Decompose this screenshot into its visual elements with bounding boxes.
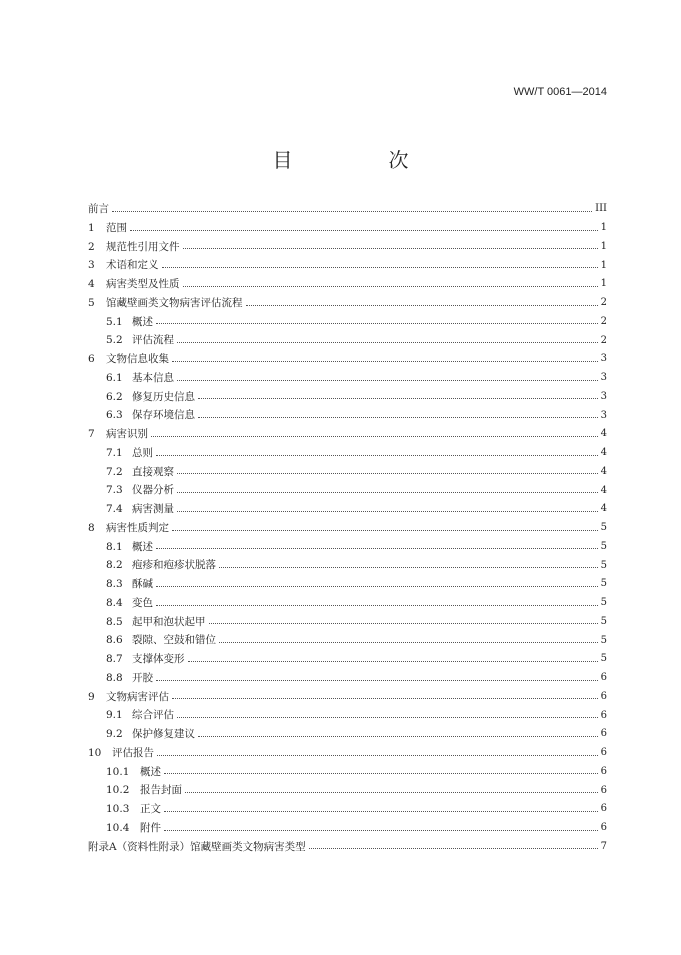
- toc-entry-page: 4: [600, 465, 607, 477]
- toc-entry-label: 综合评估: [132, 709, 174, 722]
- table-of-contents: [88, 200, 607, 856]
- toc-entry-page: 5: [600, 540, 607, 552]
- toc-entry-label: 正文: [140, 803, 161, 816]
- dot-leader: [156, 548, 598, 549]
- toc-subentry[interactable]: [88, 819, 607, 838]
- toc-entry-label: 变色: [132, 596, 153, 609]
- toc-entry-page: 3: [600, 409, 607, 421]
- toc-subentry[interactable]: [88, 500, 607, 519]
- toc-entry-label: 术语和定义: [106, 259, 159, 272]
- toc-entry-page: 1: [600, 222, 607, 234]
- toc-entry-page: 6: [600, 822, 607, 834]
- toc-entry-label: 概述: [132, 315, 153, 328]
- toc-subentry[interactable]: [88, 725, 607, 744]
- toc-entry-page: 2: [600, 334, 607, 346]
- toc-entry-number: 10.2: [106, 784, 130, 797]
- toc-entry-number: 6.2: [106, 390, 123, 403]
- toc-entry-label: 保存环境信息: [132, 409, 195, 422]
- toc-entry-number: 8.3: [106, 578, 123, 591]
- dot-leader: [156, 455, 598, 456]
- toc-entry-page: 1: [600, 278, 607, 290]
- toc-subentry[interactable]: [88, 444, 607, 463]
- dot-leader: [209, 623, 598, 624]
- toc-subentry[interactable]: [88, 388, 607, 407]
- toc-entry-number: 9: [88, 690, 95, 703]
- toc-entry-label: 文物病害评估: [106, 690, 169, 703]
- toc-entry-number: 8.7: [106, 653, 123, 666]
- toc-subentry[interactable]: [88, 800, 607, 819]
- toc-entry-page: 6: [600, 784, 607, 796]
- dot-leader: [164, 811, 598, 812]
- toc-subentry[interactable]: [88, 313, 607, 332]
- dot-leader: [183, 248, 598, 249]
- toc-entry-page: 1: [600, 259, 607, 271]
- toc-entry-label: 文物信息收集: [106, 353, 169, 366]
- dot-leader: [112, 211, 592, 212]
- toc-entry-number: 3: [88, 259, 95, 272]
- dot-leader: [219, 567, 598, 568]
- dot-leader: [172, 698, 598, 699]
- toc-entry-label: 开胶: [132, 671, 153, 684]
- toc-entry-number: 8: [88, 521, 95, 534]
- toc-entry-number: 6.1: [106, 371, 123, 384]
- page-title: 目 次: [272, 148, 447, 172]
- dot-leader: [185, 792, 598, 793]
- toc-entry-label: 总则: [132, 446, 153, 459]
- toc-entry-label: 报告封面: [140, 784, 182, 797]
- toc-entry-page: 6: [600, 803, 607, 815]
- dot-leader: [198, 736, 598, 737]
- dot-leader: [177, 380, 598, 381]
- toc-subentry[interactable]: [88, 706, 607, 725]
- toc-entry-label: 疱疹和疱疹状脱落: [132, 559, 216, 572]
- toc-entry-number: 1: [88, 221, 95, 234]
- dot-leader: [177, 473, 598, 474]
- toc-entry-label: 范围: [106, 221, 127, 234]
- toc-entry-page: 4: [600, 484, 607, 496]
- toc-entry-page: 3: [600, 353, 607, 365]
- toc-subentry[interactable]: [88, 650, 607, 669]
- toc-entry-label: 病害类型及性质: [106, 278, 180, 291]
- dot-leader: [177, 342, 598, 343]
- dot-leader: [157, 755, 598, 756]
- dot-leader: [177, 492, 598, 493]
- toc-entry-number: 5.2: [106, 334, 123, 347]
- toc-entry-number: 8.6: [106, 634, 123, 647]
- toc-entry-number: 2: [88, 240, 95, 253]
- dot-leader: [156, 586, 598, 587]
- dot-leader: [246, 305, 598, 306]
- toc-entry-page: 3: [600, 372, 607, 384]
- toc-entry[interactable]: [88, 219, 607, 238]
- toc-entry[interactable]: [88, 350, 607, 369]
- toc-entry-label: 保护修复建议: [132, 728, 195, 741]
- toc-entry-number: 10: [88, 746, 102, 759]
- toc-entry-page: 6: [600, 728, 607, 740]
- toc-entry-page: 6: [600, 747, 607, 759]
- dot-leader: [164, 773, 598, 774]
- toc-subentry[interactable]: [88, 538, 607, 557]
- toc-entry-number: 8.5: [106, 615, 123, 628]
- toc-entry-label: 评估报告: [112, 746, 154, 759]
- toc-entry-page: 5: [600, 615, 607, 627]
- toc-entry-label: 仪器分析: [132, 484, 174, 497]
- dot-leader: [219, 642, 598, 643]
- toc-entry-number: 9.2: [106, 728, 123, 741]
- toc-entry[interactable]: [88, 838, 607, 857]
- toc-entry[interactable]: [88, 238, 607, 257]
- dot-leader: [309, 848, 598, 849]
- toc-entry-page: 5: [600, 653, 607, 665]
- toc-subentry[interactable]: [88, 781, 607, 800]
- toc-entry-page: 5: [600, 634, 607, 646]
- toc-entry-number: 7.2: [106, 465, 123, 478]
- dot-leader: [198, 398, 598, 399]
- dot-leader: [156, 605, 598, 606]
- dot-leader: [183, 286, 598, 287]
- dot-leader: [188, 661, 598, 662]
- toc-entry-page: 7: [600, 840, 607, 852]
- toc-entry-label: 病害性质判定: [106, 521, 169, 534]
- toc-entry-label: 馆藏壁画类文物病害评估流程: [106, 296, 243, 309]
- toc-entry[interactable]: [88, 744, 607, 763]
- toc-entry-page: 5: [600, 559, 607, 571]
- toc-entry-label: 起甲和泡状起甲: [132, 615, 206, 628]
- toc-subentry[interactable]: [88, 556, 607, 575]
- toc-entry-number: 8.2: [106, 559, 123, 572]
- toc-entry-label: 基本信息: [132, 371, 174, 384]
- toc-entry-number: 5: [88, 296, 95, 309]
- toc-entry-label: 酥碱: [132, 578, 153, 591]
- toc-entry[interactable]: [88, 425, 607, 444]
- toc-entry-number: 8.4: [106, 596, 123, 609]
- dot-leader: [151, 436, 598, 437]
- toc-entry-label: 病害测量: [132, 503, 174, 516]
- toc-entry[interactable]: [88, 519, 607, 538]
- toc-entry-label: 概述: [132, 540, 153, 553]
- toc-entry-label: 概述: [140, 765, 161, 778]
- dot-leader: [198, 417, 598, 418]
- toc-entry-label: 病害识别: [106, 428, 148, 441]
- toc-entry-page: 5: [600, 597, 607, 609]
- toc-entry-number: 10.1: [106, 765, 130, 778]
- toc-entry-number: 8.1: [106, 540, 123, 553]
- toc-entry[interactable]: [88, 688, 607, 707]
- toc-entry-label: 前言: [88, 203, 109, 216]
- toc-entry-number: 9.1: [106, 709, 123, 722]
- dot-leader: [130, 230, 598, 231]
- toc-entry[interactable]: [88, 275, 607, 294]
- toc-entry-page: 3: [600, 390, 607, 402]
- toc-entry[interactable]: [88, 200, 607, 219]
- toc-entry-label: 附件: [140, 821, 161, 834]
- dot-leader: [172, 361, 598, 362]
- dot-leader: [162, 267, 598, 268]
- toc-entry-label: 附录A（资料性附录）馆藏壁画类文物病害类型: [88, 840, 306, 853]
- dot-leader: [156, 323, 598, 324]
- toc-entry-page: 1: [600, 240, 607, 252]
- toc-entry-label: 修复历史信息: [132, 390, 195, 403]
- toc-entry-page: 4: [600, 428, 607, 440]
- toc-entry-label: 直接观察: [132, 465, 174, 478]
- toc-subentry[interactable]: [88, 594, 607, 613]
- toc-entry-number: 7: [88, 428, 95, 441]
- toc-entry-number: 6.3: [106, 409, 123, 422]
- toc-entry-number: 6: [88, 353, 95, 366]
- toc-subentry[interactable]: [88, 763, 607, 782]
- toc-entry-number: 8.8: [106, 671, 123, 684]
- dot-leader: [177, 717, 598, 718]
- standard-code: WW/T 0061—2014: [513, 86, 607, 98]
- toc-entry-page: 2: [600, 315, 607, 327]
- toc-entry-number: 5.1: [106, 315, 123, 328]
- toc-entry-number: 7.3: [106, 484, 123, 497]
- toc-entry[interactable]: [88, 294, 607, 313]
- toc-entry-number: 10.3: [106, 803, 130, 816]
- toc-entry-page: 6: [600, 690, 607, 702]
- toc-entry[interactable]: [88, 256, 607, 275]
- toc-subentry[interactable]: [88, 463, 607, 482]
- toc-subentry[interactable]: [88, 669, 607, 688]
- toc-entry-number: 4: [88, 278, 95, 291]
- toc-entry-number: 10.4: [106, 821, 130, 834]
- toc-subentry[interactable]: [88, 406, 607, 425]
- toc-subentry[interactable]: [88, 613, 607, 632]
- toc-entry-number: 7.4: [106, 503, 123, 516]
- toc-entry-label: 评估流程: [132, 334, 174, 347]
- dot-leader: [164, 830, 598, 831]
- toc-subentry[interactable]: [88, 575, 607, 594]
- toc-subentry[interactable]: [88, 481, 607, 500]
- toc-subentry[interactable]: [88, 331, 607, 350]
- toc-entry-page: 2: [600, 297, 607, 309]
- toc-entry-page: III: [595, 203, 607, 215]
- dot-leader: [177, 511, 598, 512]
- toc-entry-label: 支撑体变形: [132, 653, 185, 666]
- toc-entry-page: 4: [600, 447, 607, 459]
- toc-entry-number: 7.1: [106, 446, 123, 459]
- toc-entry-label: 裂隙、空鼓和错位: [132, 634, 216, 647]
- toc-entry-page: 6: [600, 765, 607, 777]
- toc-entry-page: 5: [600, 578, 607, 590]
- dot-leader: [172, 530, 598, 531]
- toc-entry-page: 6: [600, 672, 607, 684]
- toc-subentry[interactable]: [88, 369, 607, 388]
- toc-entry-page: 4: [600, 503, 607, 515]
- toc-entry-page: 6: [600, 709, 607, 721]
- toc-entry-page: 5: [600, 522, 607, 534]
- toc-subentry[interactable]: [88, 631, 607, 650]
- dot-leader: [156, 680, 598, 681]
- toc-entry-label: 规范性引用文件: [106, 240, 180, 253]
